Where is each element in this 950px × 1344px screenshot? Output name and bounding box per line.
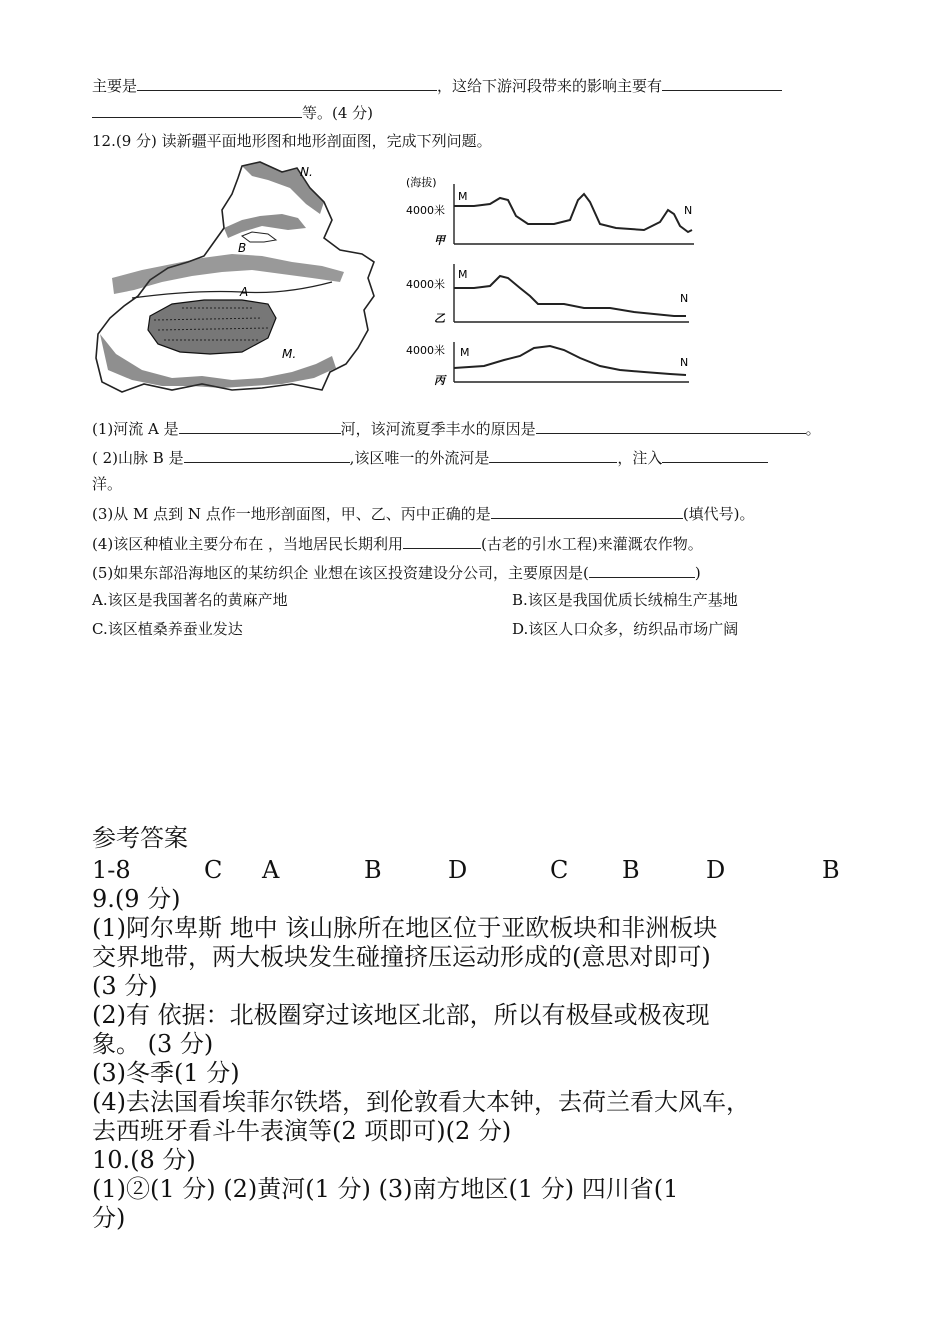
svg-text:4000米: 4000米 <box>406 204 445 217</box>
lake <box>242 232 276 242</box>
xinjiang-map <box>92 158 382 396</box>
q10-line: (1)②(1 分) (2)黄河(1 分) (3)南方地区(1 分) 四川省(1 <box>92 1175 679 1203</box>
svg-text:N: N <box>680 292 689 305</box>
mc-answer: C <box>550 856 569 884</box>
tianshan-mountains <box>112 254 344 294</box>
svg-text:N.: N. <box>300 165 313 179</box>
terrain-profiles <box>404 170 704 395</box>
svg-text:丙: 丙 <box>434 374 445 387</box>
q12-part-2: ( 2)山脉 B 是 ,该区唯一的外流河是 ，注入 <box>92 447 768 468</box>
river-a <box>132 282 332 298</box>
blank[interactable] <box>184 447 350 463</box>
q11-line-2: 等。(4 分) <box>92 102 373 123</box>
q9-line: (1)阿尔卑斯 地中 该山脉所在地区位于亚欧板块和非洲板块 <box>92 914 718 942</box>
profile-bing <box>454 346 689 375</box>
blank[interactable] <box>403 533 481 549</box>
q10-line: 分) <box>92 1204 126 1232</box>
profile-yi <box>454 276 689 316</box>
mc-answer: B <box>822 856 840 884</box>
blank[interactable] <box>536 418 806 434</box>
q12-part-3: (3)从 M 点到 N 点作一地形剖面图，甲、乙、丙中正确的是 (填代号)。 <box>92 505 755 523</box>
blank[interactable] <box>92 102 302 118</box>
blank[interactable] <box>491 503 683 519</box>
svg-text:乙: 乙 <box>434 312 445 325</box>
q12-part-2-end: 洋。 <box>92 475 123 493</box>
mc-answer: B <box>622 856 640 884</box>
profile-jia <box>454 194 692 232</box>
svg-text:M.: M. <box>282 347 297 361</box>
blank[interactable] <box>489 447 617 463</box>
svg-text:甲: 甲 <box>434 234 445 247</box>
q12-part-1: (1)河流 A 是 河，该河流夏季丰水的原因是 。 <box>92 420 821 438</box>
q12-title: 12.(9 分) 读新疆平面地形图和地形剖面图，完成下列问题。 <box>92 132 492 150</box>
q9-line: 象。 (3 分) <box>92 1030 214 1058</box>
answers-mc-row: 1-8 C A B D C B D B <box>92 856 840 884</box>
blank[interactable] <box>662 75 782 91</box>
q9-title: 9.(9 分) <box>92 885 181 913</box>
mc-answer: A <box>262 856 280 884</box>
q9-line: 交界地带，两大板块发生碰撞挤压运动形成的(意思对即可) <box>92 943 711 971</box>
q12-part-4: (4)该区种植业主要分布在 ，当地居民长期利用 (古老的引水工程)来灌溉农作物。 <box>92 535 703 553</box>
blank[interactable] <box>137 75 437 91</box>
svg-text:A: A <box>240 285 249 299</box>
svg-text:N: N <box>684 204 693 217</box>
option-d[interactable]: D.该区人口众多，纺织品市场广阔 <box>512 620 739 638</box>
q10-title: 10.(8 分) <box>92 1146 196 1174</box>
svg-text:M: M <box>458 190 468 203</box>
answers-title: 参考答案 <box>92 824 188 852</box>
option-c[interactable]: C.该区植桑养蚕业发达 <box>92 620 243 638</box>
svg-text:M: M <box>460 346 470 359</box>
mc-answer: D <box>448 856 468 884</box>
blank[interactable] <box>589 562 695 578</box>
q9-line: (3 分) <box>92 972 158 1000</box>
blank[interactable] <box>662 447 768 463</box>
svg-text:4000米: 4000米 <box>406 278 445 291</box>
blank[interactable] <box>179 418 341 434</box>
q9-line: (4)去法国看埃菲尔铁塔，到伦敦看大本钟，去荷兰看大风车， <box>92 1088 750 1116</box>
svg-text:(海拔): (海拔) <box>406 176 437 189</box>
q9-line: (3)冬季(1 分) <box>92 1059 240 1087</box>
option-b[interactable]: B.该区是我国优质长绒棉生产基地 <box>512 591 738 609</box>
mc-answer: D <box>706 856 726 884</box>
mc-answer: C <box>204 856 223 884</box>
q9-line: (2)有 依据：北极圈穿过该地区北部，所以有极昼或极夜现 <box>92 1001 710 1029</box>
svg-text:N: N <box>680 356 689 369</box>
mc-answer: B <box>364 856 382 884</box>
svg-text:4000米: 4000米 <box>406 344 445 357</box>
q12-part-5: (5)如果东部沿海地区的某纺织企 业想在该区投资建设分公司，主要原因是( ) <box>92 564 701 582</box>
svg-text:M: M <box>458 268 468 281</box>
option-a[interactable]: A.该区是我国著名的黄麻产地 <box>92 591 288 609</box>
q11-line-1: 主要是 ，这给下游河段带来的影响主要有 <box>92 75 782 96</box>
svg-text:B: B <box>238 241 247 255</box>
q9-line: 去西班牙看斗牛表演等(2 项即可)(2 分) <box>92 1117 512 1145</box>
